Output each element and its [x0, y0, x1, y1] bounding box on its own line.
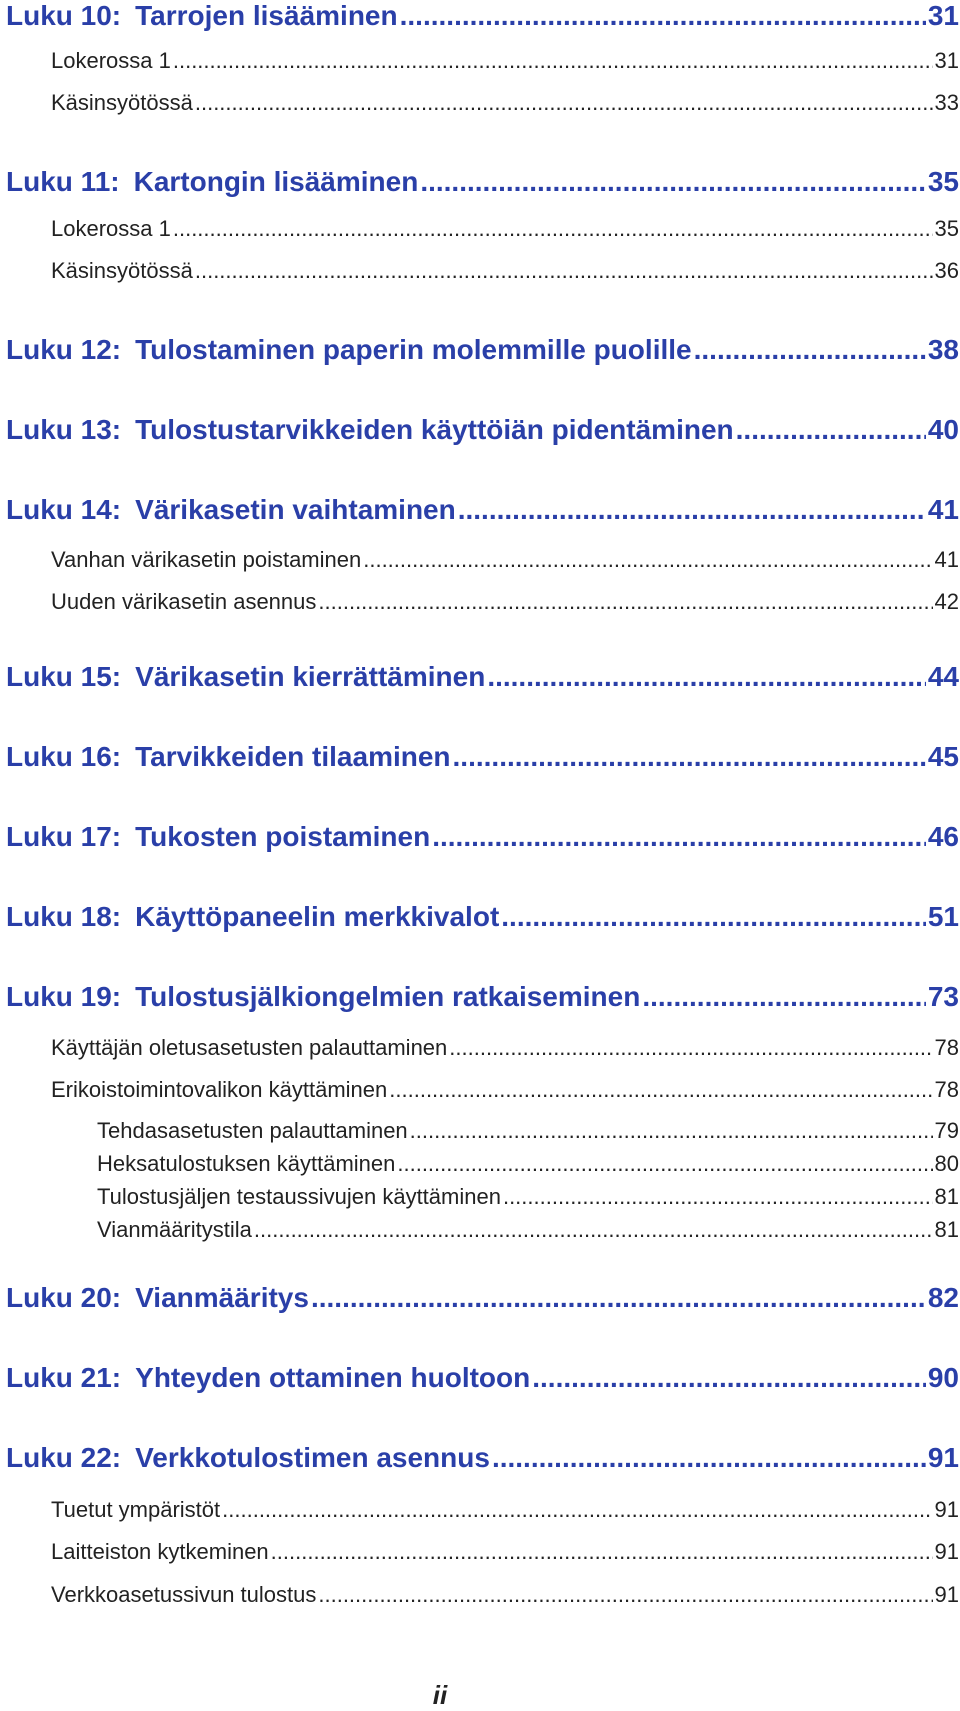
toc-subsection[interactable]: [97, 1217, 959, 1243]
page-ref: 35: [927, 166, 959, 197]
toc-chapter-17[interactable]: [6, 821, 959, 853]
leader-dots: [222, 1497, 932, 1523]
page-ref: 91: [927, 1442, 959, 1473]
chapter-title: Verkkotulostimen asennus: [135, 1442, 490, 1473]
chapter-number: Luku 15:: [6, 661, 122, 692]
page-ref: 91: [934, 1539, 959, 1564]
toc-section[interactable]: [51, 1497, 959, 1523]
leader-dots: [642, 981, 926, 1013]
toc-chapter-14[interactable]: [6, 494, 959, 526]
leader-dots: [397, 1151, 932, 1177]
chapter-number: Luku 14:: [6, 494, 122, 525]
leader-dots: [503, 1184, 933, 1210]
subsection-title: Tehdasasetusten palauttaminen: [97, 1118, 408, 1143]
leader-dots: [736, 414, 926, 446]
chapter-number: Luku 18:: [6, 901, 122, 932]
leader-dots: [501, 901, 926, 933]
toc-section[interactable]: [51, 1035, 959, 1061]
page-ref: 73: [927, 981, 959, 1012]
toc-chapter-11[interactable]: [6, 166, 959, 198]
section-title: Käsinsyötössä: [51, 90, 193, 115]
toc-section[interactable]: [51, 1539, 959, 1565]
leader-dots: [420, 166, 926, 198]
chapter-title: Tulostusjälkiongelmien ratkaiseminen: [135, 981, 641, 1012]
page-ref: 91: [934, 1497, 959, 1522]
page-ref: 90: [927, 1362, 959, 1393]
section-title: Lokerossa 1: [51, 216, 171, 241]
page-ref: 46: [927, 821, 959, 852]
toc-section[interactable]: [51, 1582, 959, 1608]
section-title: Vanhan värikasetin poistaminen: [51, 547, 362, 572]
toc-chapter-10[interactable]: [6, 0, 959, 32]
chapter-number: Luku 11:: [6, 166, 120, 197]
page-ref: 35: [934, 216, 959, 241]
chapter-title: Värikasetin vaihtaminen: [135, 494, 456, 525]
leader-dots: [318, 1582, 932, 1608]
chapter-title: Vianmääritys: [135, 1282, 309, 1313]
toc-section[interactable]: [51, 48, 959, 74]
page-ref: 51: [927, 901, 959, 932]
page-ref: 91: [934, 1582, 959, 1607]
toc-section[interactable]: [51, 90, 959, 116]
chapter-title: Käyttöpaneelin merkkivalot: [135, 901, 500, 932]
leader-dots: [400, 0, 926, 32]
leader-dots: [173, 216, 933, 242]
chapter-number: Luku 17:: [6, 821, 122, 852]
leader-dots: [318, 589, 932, 615]
page-ref: 78: [934, 1035, 959, 1060]
toc-subsection[interactable]: [97, 1151, 959, 1177]
subsection-title: Heksatulostuksen käyttäminen: [97, 1151, 396, 1176]
leader-dots: [173, 48, 933, 74]
section-title: Lokerossa 1: [51, 48, 171, 73]
chapter-title: Kartongin lisääminen: [133, 166, 419, 197]
page-ref: 78: [934, 1077, 959, 1102]
page-ref: 41: [927, 494, 959, 525]
page-ref: 45: [927, 741, 959, 772]
page-ref: 81: [934, 1184, 959, 1209]
leader-dots: [694, 334, 926, 366]
section-title: Tuetut ympäristöt: [51, 1497, 221, 1522]
chapter-number: Luku 10:: [6, 0, 122, 31]
toc-section[interactable]: [51, 1077, 959, 1103]
chapter-number: Luku 16:: [6, 741, 122, 772]
chapter-number: Luku 19:: [6, 981, 122, 1012]
toc-chapter-20[interactable]: [6, 1282, 959, 1314]
subsection-title: Tulostusjäljen testaussivujen käyttäminen: [97, 1184, 501, 1209]
page-ref: 79: [934, 1118, 959, 1143]
page-ref: 36: [934, 258, 959, 283]
leader-dots: [487, 661, 926, 693]
toc-section[interactable]: [51, 216, 959, 242]
leader-dots: [458, 494, 926, 526]
page-ref: 31: [934, 48, 959, 73]
page-ref: 41: [934, 547, 959, 572]
leader-dots: [532, 1362, 926, 1394]
leader-dots: [254, 1217, 933, 1243]
subsection-title: Vianmääritystila: [97, 1217, 252, 1242]
toc-chapter-18[interactable]: [6, 901, 959, 933]
leader-dots: [492, 1442, 926, 1474]
leader-dots: [410, 1118, 933, 1144]
page-ref: 44: [927, 661, 959, 692]
toc-chapter-16[interactable]: [6, 741, 959, 773]
chapter-title: Värikasetin kierrättäminen: [135, 661, 486, 692]
leader-dots: [363, 547, 932, 573]
toc-chapter-13[interactable]: [6, 414, 959, 446]
toc-subsection[interactable]: [97, 1184, 959, 1210]
page-ref: 81: [934, 1217, 959, 1242]
page-ref: 38: [927, 334, 959, 365]
page-ref: 31: [927, 0, 959, 31]
leader-dots: [389, 1077, 932, 1103]
leader-dots: [432, 821, 926, 853]
toc-chapter-22[interactable]: [6, 1442, 959, 1474]
chapter-number: Luku 12:: [6, 334, 122, 365]
page-ref: 80: [934, 1151, 959, 1176]
chapter-title: Tarrojen lisääminen: [135, 0, 398, 31]
toc-subsection[interactable]: [97, 1118, 959, 1144]
page-ref: 82: [927, 1282, 959, 1313]
toc-chapter-19[interactable]: [6, 981, 959, 1013]
leader-dots: [449, 1035, 932, 1061]
leader-dots: [311, 1282, 926, 1314]
chapter-number: Luku 20:: [6, 1282, 122, 1313]
page-ref: 42: [934, 589, 959, 614]
toc-chapter-21[interactable]: [6, 1362, 959, 1394]
section-title: Käyttäjän oletusasetusten palauttaminen: [51, 1035, 448, 1060]
leader-dots: [453, 741, 926, 773]
toc-chapter-12[interactable]: [6, 334, 959, 366]
chapter-title: Tulostaminen paperin molemmille puolille: [135, 334, 692, 365]
leader-dots: [271, 1539, 933, 1565]
toc-section[interactable]: [51, 589, 959, 615]
chapter-title: Yhteyden ottaminen huoltoon: [135, 1362, 531, 1393]
toc-section[interactable]: [51, 547, 959, 573]
toc-chapter-15[interactable]: [6, 661, 959, 693]
leader-dots: [195, 90, 933, 116]
leader-dots: [195, 258, 933, 284]
toc-section[interactable]: [51, 258, 959, 284]
chapter-title: Tukosten poistaminen: [135, 821, 431, 852]
page-ref: 33: [934, 90, 959, 115]
page-ref: 40: [927, 414, 959, 445]
chapter-title: Tarvikkeiden tilaaminen: [135, 741, 451, 772]
chapter-title: Tulostustarvikkeiden käyttöiän pidentäminen: [135, 414, 734, 445]
section-title: Verkkoasetussivun tulostus: [51, 1582, 317, 1607]
section-title: Uuden värikasetin asennus: [51, 589, 317, 614]
section-title: Erikoistoimintovalikon käyttäminen: [51, 1077, 388, 1102]
chapter-number: Luku 22:: [6, 1442, 122, 1473]
chapter-number: Luku 13:: [6, 414, 122, 445]
page-number: ii: [432, 1680, 448, 1710]
section-title: Laitteiston kytkeminen: [51, 1539, 269, 1564]
section-title: Käsinsyötössä: [51, 258, 193, 283]
chapter-number: Luku 21:: [6, 1362, 122, 1393]
